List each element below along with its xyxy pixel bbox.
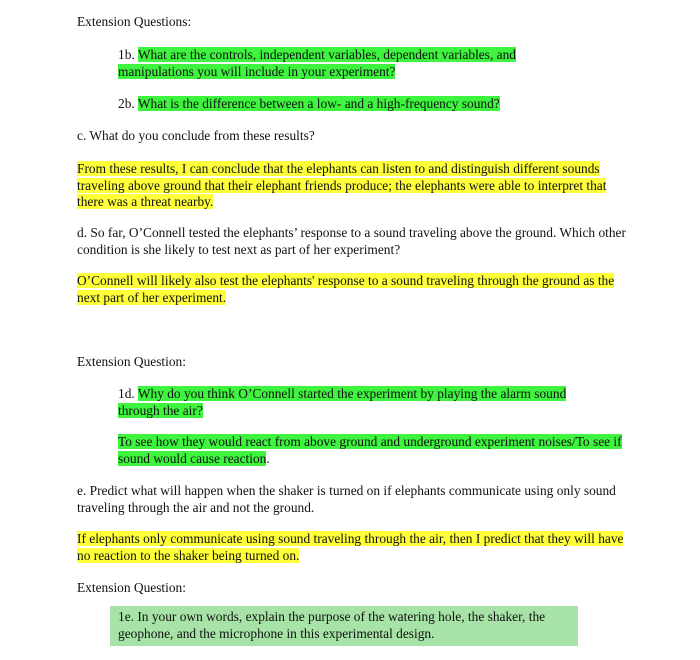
question-d: d. So far, O’Connell tested the elephants’ response to a sound traveling above the ground. Which other condition is she likely to test next as part of her experiment? bbox=[77, 225, 626, 257]
question-c: c. What do you conclude from these results? bbox=[77, 128, 315, 143]
extension-question-heading-3: Extension Question: bbox=[77, 580, 186, 595]
question-2b bbox=[118, 96, 558, 113]
extension-question-heading-2: Extension Question: bbox=[77, 354, 186, 369]
answer-d bbox=[77, 273, 632, 306]
answer-1d bbox=[118, 434, 623, 467]
question-1b bbox=[118, 47, 548, 80]
answer-e-text: If elephants only communicate using sound traveling through the air, then I predict that they will have no reaction to the shaker being turned on. bbox=[77, 531, 624, 563]
question-1e: 1e. In your own words, explain the purpose of the watering hole, the shaker, the geophone, and the microphone in this experimental design. bbox=[118, 609, 546, 641]
question-1d bbox=[118, 386, 598, 419]
extension-questions-heading: Extension Questions: bbox=[77, 14, 192, 29]
answer-c bbox=[77, 161, 625, 211]
question-2b-label: 2b. bbox=[118, 96, 135, 111]
answer-1d-text: To see how they would react from above ground and underground experiment noises/To see if sound would cause reaction bbox=[118, 434, 622, 466]
question-2b-text: What is the difference between a low- and a high-frequency sound? bbox=[137, 96, 500, 111]
answer-d-text: O’Connell will likely also test the elephants' response to a sound traveling through the ground as the next part of her experiment. bbox=[77, 273, 615, 305]
question-1b-label: 1b. bbox=[118, 47, 135, 62]
question-1d-label: 1d. bbox=[118, 386, 135, 401]
question-e: e. Predict what will happen when the shaker is turned on if elephants communicate using only sound traveling through the air and not the ground. bbox=[77, 483, 616, 515]
question-1b-text: What are the controls, independent variables, dependent variables, and manipulations you will include in your experiment? bbox=[118, 47, 516, 79]
answer-1d-period: . bbox=[266, 450, 270, 466]
answer-c-text: From these results, I can conclude that the elephants can listen to and distinguish different sounds traveling above ground that their elephant friends produce; the elephants were able to interpret that there was a threat nearby. bbox=[77, 161, 607, 209]
answer-e bbox=[77, 531, 627, 564]
question-1d-text: Why do you think O’Connell started the experiment by playing the alarm sound through the air? bbox=[118, 386, 567, 418]
